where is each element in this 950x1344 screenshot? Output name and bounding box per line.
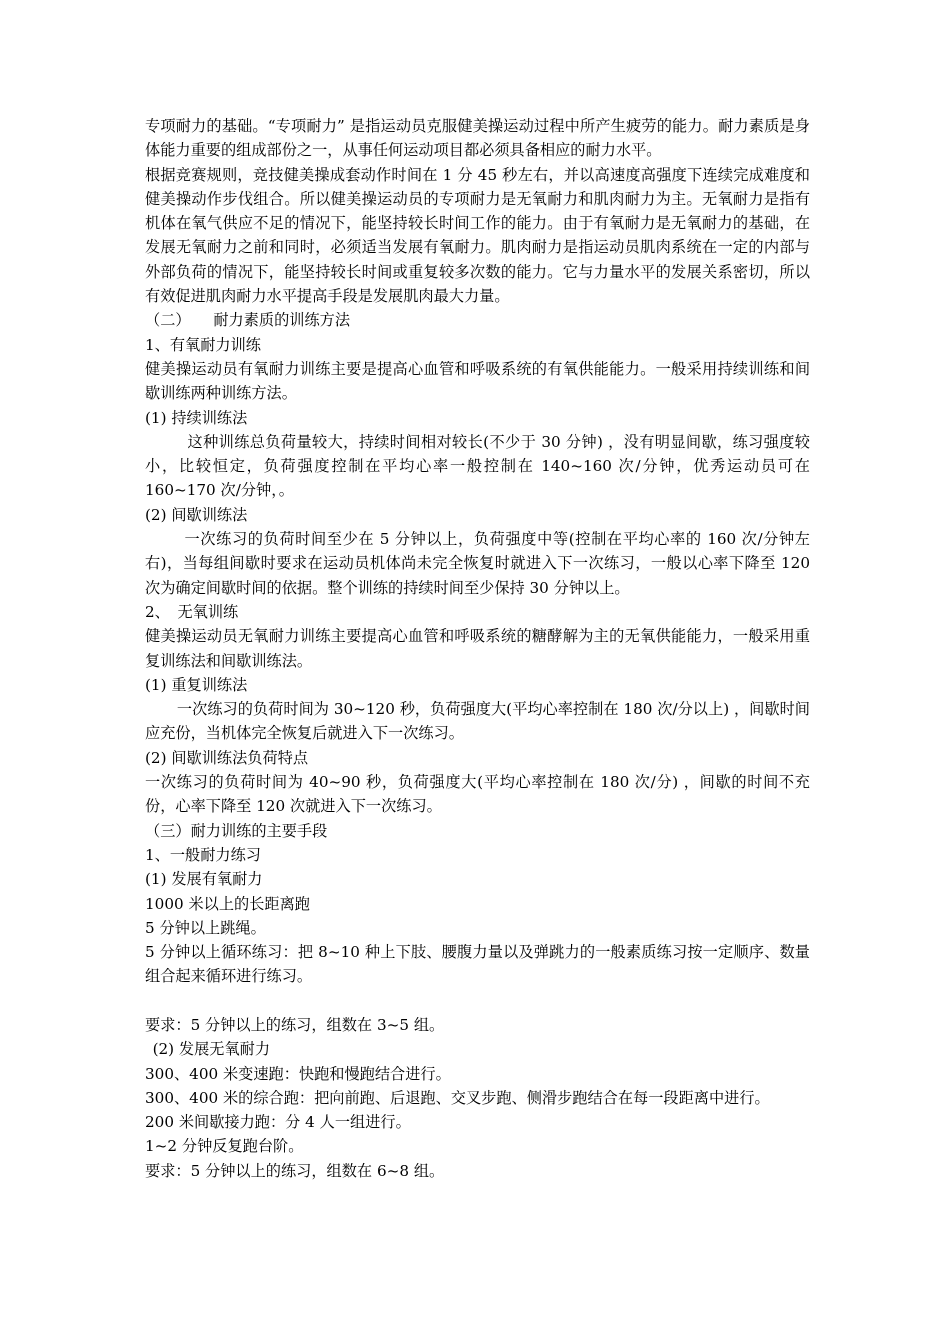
subheading-general-endurance: 1、一般耐力练习 [145, 845, 261, 864]
list-item-jump-rope: 5 分钟以上跳绳。 [145, 918, 266, 937]
blank-line [145, 989, 810, 1013]
section-heading-training-methods: （二） 耐力素质的训练方法 [145, 311, 351, 330]
list-item-combined-run: 300、400 米的综合跑：把向前跑、后退跑、交叉步跑、侧滑步跑结合在每一段距离中进行。 [145, 1088, 770, 1107]
requirement-anaerobic: 要求：5 分钟以上的练习，组数在 6~8 组。 [145, 1161, 445, 1180]
paragraph-interval-method: 一次练习的负荷时间至少在 5 分钟以上，负荷强度中等(控制在平均心率的 160 次/分钟左右)，当每组间歇时要求在运动员机体尚未完全恢复时就进入下一次练习，一般以心率下降至 120 次为确定间歇时间的依据。整个训练的持续时间至少保持 30 分钟以上。 [145, 530, 810, 597]
item-heading-continuous-method: (1) 持续训练法 [145, 408, 248, 427]
item-heading-interval-method: (2) 间歇训练法 [145, 505, 248, 524]
paragraph-anaerobic-description: 健美操运动员无氧耐力训练主要提高心血管和呼吸系统的糖酵解为主的无氧供能能力，一般采用重复训练法和间歇训练法。 [145, 627, 810, 670]
item-heading-develop-anaerobic: (2) 发展无氧耐力 [152, 1040, 271, 1059]
document-page [145, 114, 810, 1183]
item-heading-develop-aerobic: (1) 发展有氧耐力 [145, 870, 263, 889]
paragraph-aerobic-description: 健美操运动员有氧耐力训练主要是提高心血管和呼吸系统的有氧供能能力。一般采用持续训练和间歇训练两种训练方法。 [145, 359, 810, 403]
subheading-aerobic-training: 1、有氧耐力训练 [145, 335, 261, 354]
item-heading-repetition-method: (1) 重复训练法 [145, 675, 248, 694]
item-heading-interval-load: (2) 间歇训练法负荷特点 [145, 748, 309, 767]
list-item-variable-speed-run: 300、400 米变速跑：快跑和慢跑结合进行。 [145, 1064, 451, 1083]
paragraph-repetition-method: 一次练习的负荷时间为 30~120 秒，负荷强度大(平均心率控制在 180 次/分以上) ，间歇时间应充份，当机体完全恢复后就进入下一次练习。 [145, 700, 810, 743]
list-item-long-distance-run: 1000 米以上的长距离跑 [145, 894, 310, 913]
subheading-anaerobic-training: 2、 无氧训练 [145, 602, 239, 621]
requirement-aerobic: 要求：5 分钟以上的练习，组数在 3~5 组。 [145, 1015, 445, 1034]
list-item-stair-run: 1~2 分钟反复跑台阶。 [145, 1137, 304, 1156]
section-heading-main-means: （三）耐力训练的主要手段 [145, 821, 328, 840]
list-item-relay-run: 200 米间歇接力跑：分 4 人一组进行。 [145, 1113, 411, 1132]
list-item-circuit-training: 5 分钟以上循环练习：把 8~10 种上下肢、腰腹力量以及弹跳力的一般素质练习按一定顺序、数量组合起来循环进行练习。 [145, 943, 810, 986]
paragraph-interval-load: 一次练习的负荷时间为 40~90 秒，负荷强度大(平均心率控制在 180 次/分) ，间歇的时间不充份，心率下降至 120 次就进入下一次练习。 [145, 773, 810, 816]
paragraph-endurance-intro: 专项耐力的基础。“专项耐力” 是指运动员克服健美操运动过程中所产生疲劳的能力。耐力素质是身体能力重要的组成部份之一，从事任何运动项目都必须具备相应的耐力水平。 [145, 117, 810, 160]
paragraph-competition-rules: 根据竞赛规则，竞技健美操成套动作时间在 1 分 45 秒左右，并以高速度高强度下连续完成难度和健美操动作步伐组合。所以健美操运动员的专项耐力是无氧耐力和肌肉耐力为主。无氧耐力是指有机体在氧气供应不足的情况下，能坚持较长时间工作的能力。由于有氧耐力是无氧耐力的基础，在发展无氧耐力之前和同时，必须适当发展有氧耐力。肌肉耐力是指运动员肌肉系统在一定的内部与外部负荷的情况下，能坚持较长时间或重复较多次数的能力。它与力量水平的发展关系密切，所以有效促进肌肉耐力水平提高手段是发展肌肉最大力量。 [145, 165, 810, 306]
paragraph-continuous-method: 这种训练总负荷量较大，持续时间相对较长(不少于 30 分钟) ，没有明显间歇，练习强度较小，比较恒定，负荷强度控制在平均心率一般控制在 140~160 次/分钟，优秀运动员可在 160~170 次/分钟，。 [145, 432, 810, 500]
